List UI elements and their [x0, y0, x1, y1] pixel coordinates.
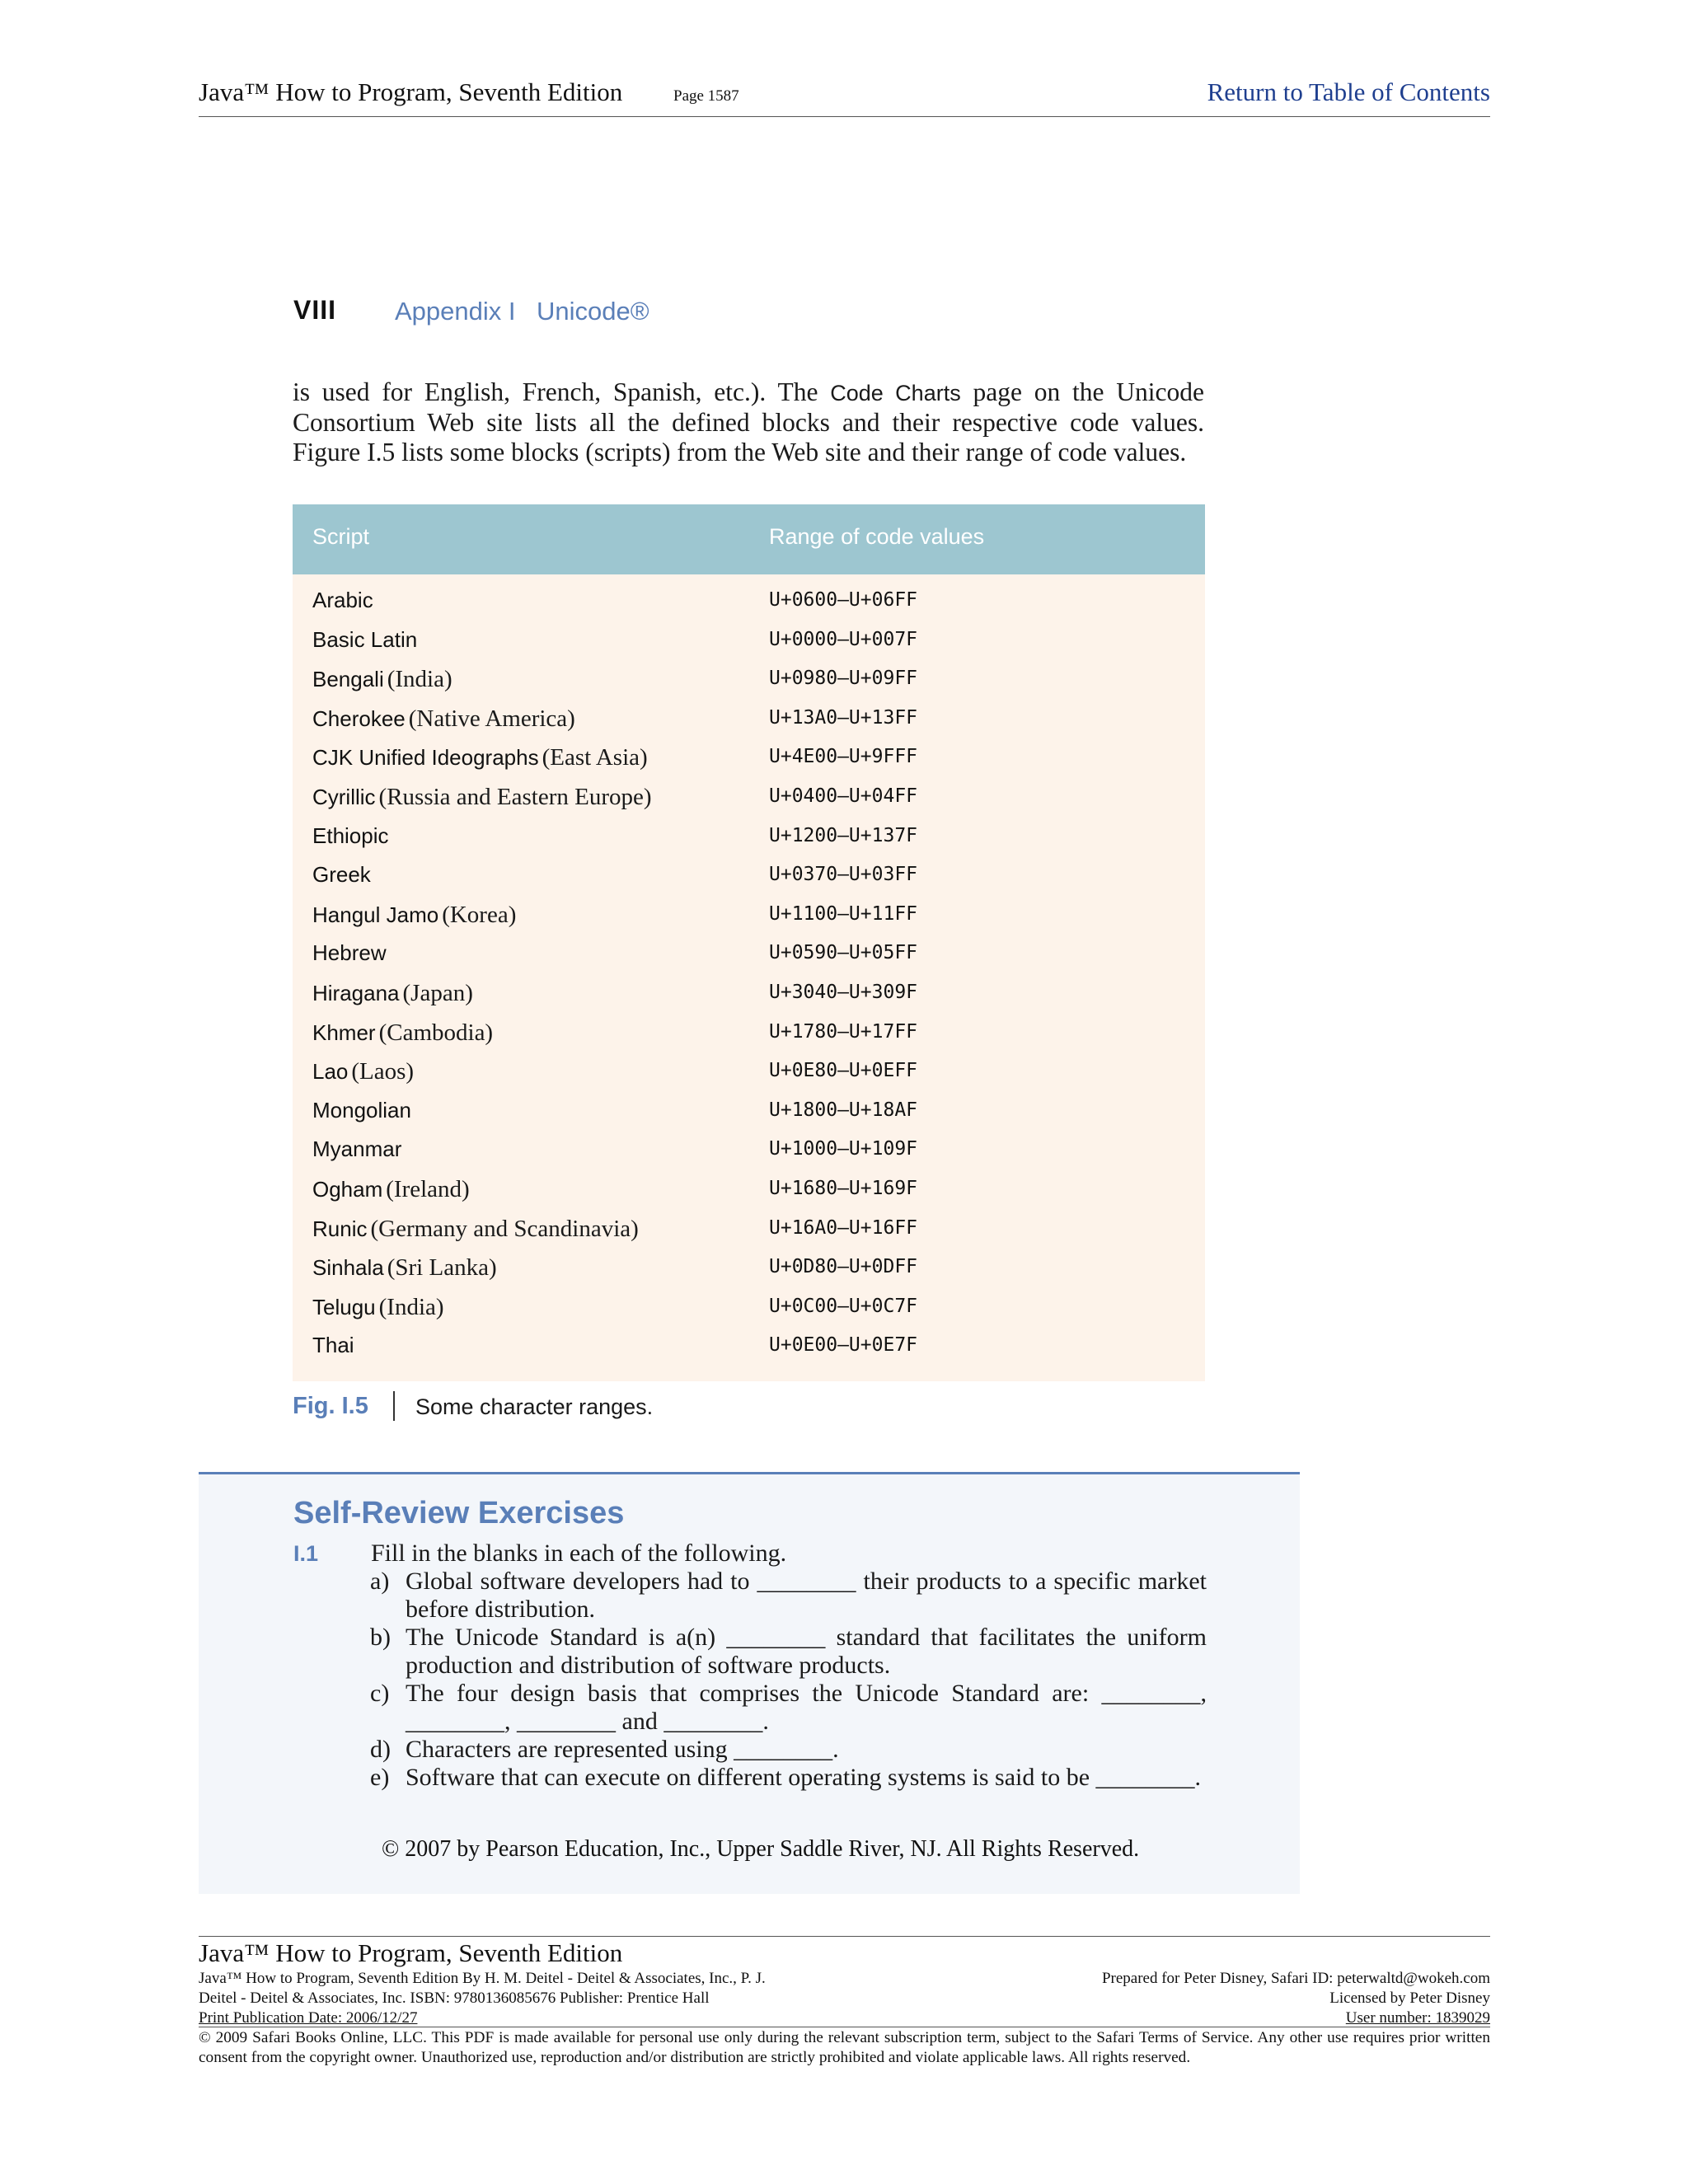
header-book-title: Java™ How to Program, Seventh Edition: [199, 77, 623, 106]
table-row: [293, 935, 1205, 975]
script-name: Ogham: [312, 1176, 383, 1202]
code-range-cell: U+1800–U+18AF: [769, 1099, 918, 1121]
script-cell: [312, 705, 575, 733]
self-review-title: Self-Review Exercises: [293, 1496, 625, 1530]
script-cell: [312, 1333, 354, 1358]
table-row: [293, 739, 1205, 779]
script-name: Hangul Jamo: [312, 902, 439, 927]
code-range-cell: U+0C00–U+0C7F: [769, 1295, 918, 1317]
table-row: [293, 975, 1205, 1015]
script-name: CJK Unified Ideographs: [312, 745, 539, 771]
script-name: Hebrew: [312, 940, 387, 966]
footer-user-number: User number: 1839029: [1345, 2009, 1490, 2027]
script-name: Bengali: [312, 667, 384, 692]
table-row: [293, 1249, 1205, 1289]
script-region: (Laos): [351, 1058, 415, 1085]
table-row: [293, 1053, 1205, 1093]
table-body: [293, 583, 1205, 1367]
header-page-label: Page 1587: [673, 87, 739, 105]
table-row: [293, 701, 1205, 740]
body-paragraph: [293, 377, 1204, 467]
code-range-cell: U+16A0–U+16FF: [769, 1216, 918, 1239]
script-cell: [312, 1098, 411, 1123]
table-row: [293, 622, 1205, 662]
exercise-intro: Fill in the blanks in each of the following.: [371, 1540, 787, 1567]
footer-publication-date: Print Publication Date: 2006/12/27: [199, 2009, 418, 2027]
table-row: [293, 897, 1205, 936]
table-row: [293, 1211, 1205, 1250]
code-range-cell: U+0E00–U+0E7F: [769, 1334, 918, 1357]
exercise-item-text: The Unicode Standard is a(n) ________ standard that facilitates the uniform production and distribution of software products.: [406, 1624, 1207, 1679]
script-cell: [312, 1216, 639, 1243]
script-cell: [312, 1058, 414, 1085]
code-range-cell: U+0590–U+05FF: [769, 942, 918, 964]
code-range-cell: U+0000–U+007F: [769, 628, 918, 650]
running-head-chapter-title: Unicode®: [537, 297, 649, 326]
script-cell: [312, 666, 452, 693]
table-row: [293, 1328, 1205, 1367]
script-cell: [312, 1176, 470, 1203]
script-cell: [312, 1019, 493, 1047]
script-region: (East Asia): [542, 744, 648, 771]
table-header: [293, 504, 1205, 574]
table-row: [293, 583, 1205, 622]
exercise-item-letter: b): [370, 1624, 391, 1651]
script-cell: [312, 784, 652, 811]
exercise-item-text: Characters are represented using ________.: [406, 1736, 839, 1763]
script-cell: [312, 627, 417, 653]
copyright-notice: © 2007 by Pearson Education, Inc., Upper Saddle River, NJ. All Rights Reserved.: [382, 1836, 1140, 1862]
script-region: (India): [387, 666, 452, 693]
script-region: (Japan): [402, 979, 473, 1006]
script-region: (Native America): [408, 705, 575, 732]
caption-separator: [393, 1391, 395, 1421]
code-range-cell: U+3040–U+309F: [769, 981, 918, 1003]
script-name: Runic: [312, 1216, 368, 1241]
script-name: Lao: [312, 1059, 349, 1085]
script-name: Cherokee: [312, 705, 406, 731]
script-cell: [312, 1137, 401, 1162]
exercise-item-letter: a): [370, 1568, 390, 1595]
script-cell: [312, 980, 473, 1007]
script-name: Mongolian: [312, 1097, 411, 1122]
table-row: [293, 818, 1205, 858]
script-cell: [312, 744, 648, 771]
code-range-cell: U+0D80–U+0DFF: [769, 1256, 918, 1278]
code-range-cell: U+1200–U+137F: [769, 824, 918, 846]
column-header-range: Range of code values: [769, 524, 985, 549]
running-head-appendix: Appendix I: [395, 297, 516, 326]
script-name: Basic Latin: [312, 626, 418, 652]
exercise-item-letter: c): [370, 1680, 390, 1707]
script-region: (Sri Lanka): [387, 1254, 497, 1282]
exercise-item-letter: d): [370, 1736, 391, 1763]
code-range-cell: U+1100–U+11FF: [769, 902, 918, 925]
code-range-cell: U+1680–U+169F: [769, 1177, 918, 1199]
table-row: [293, 1093, 1205, 1132]
script-name: Thai: [312, 1333, 354, 1358]
exercise-item-text: The four design basis that comprises the Unicode Standard are: ________, ________, ________ and ________.: [406, 1680, 1207, 1735]
code-range-cell: U+0600–U+06FF: [769, 589, 918, 611]
script-cell: [312, 902, 516, 929]
table-row: [293, 1132, 1205, 1171]
script-cell: [312, 940, 387, 966]
script-cell: [312, 1294, 444, 1321]
figure-caption: Some character ranges.: [415, 1394, 654, 1419]
script-name: Cyrillic: [312, 784, 376, 809]
script-region: (Ireland): [386, 1175, 470, 1202]
column-header-script: Script: [312, 524, 370, 549]
footer-legal-notice: © 2009 Safari Books Online, LLC. This PDF is made available for personal use only during the relevant subscription term, subject to the Safari Terms of Service. Any other use requires prior written consent from the copyright owner. Unauthorized use, reproduction and/or distribution are strictly prohibited and violate applicable laws. All rights reserved.: [199, 2029, 1490, 2066]
code-range-cell: U+1780–U+17FF: [769, 1020, 918, 1043]
toc-link[interactable]: Return to Table of Contents: [1207, 77, 1490, 106]
footer-book-title: Java™ How to Program, Seventh Edition: [199, 1938, 623, 1967]
footer-divider-top: [199, 1936, 1490, 1937]
table-row: [293, 661, 1205, 701]
code-range-cell: U+13A0–U+13FF: [769, 706, 918, 729]
script-name: Sinhala: [312, 1255, 384, 1281]
footer-book-info-line: Java™ How to Program, Seventh Edition By H. M. Deitel - Deitel & Associates, Inc., P. J.: [199, 1970, 766, 1987]
paragraph-inline-term: Code Charts: [830, 381, 961, 405]
script-region: (Russia and Eastern Europe): [378, 783, 652, 810]
script-name: Telugu: [312, 1294, 376, 1319]
script-cell: [312, 823, 389, 849]
script-cell: [312, 862, 371, 888]
script-name: Myanmar: [312, 1137, 402, 1162]
code-range-cell: U+0E80–U+0EFF: [769, 1060, 918, 1082]
exercise-item-text: Global software developers had to ________ their products to a specific market before distribution.: [406, 1568, 1207, 1623]
table-row: [293, 1171, 1205, 1211]
script-name: Ethiopic: [312, 823, 389, 848]
script-name: Hiragana: [312, 980, 400, 1005]
paragraph-text-2: page on the Unicode Consortium Web site lists all the defined blocks and their respective code values. Figure I.5 lists some blocks (scripts) from the Web site and their range of code values.: [293, 377, 1204, 466]
code-range-cell: U+0980–U+09FF: [769, 668, 918, 690]
code-range-cell: U+4E00–U+9FFF: [769, 746, 918, 768]
script-name: Arabic: [312, 588, 373, 612]
script-cell: [312, 588, 373, 613]
script-region: (Korea): [442, 901, 517, 928]
table-row: [293, 779, 1205, 818]
running-head-page-number: VIII: [293, 295, 337, 325]
footer-prepared-for: Prepared for Peter Disney, Safari ID: peterwaltd@wokeh.com: [1101, 1970, 1490, 1987]
table-row: [293, 1289, 1205, 1329]
character-ranges-table: [293, 504, 1205, 1381]
script-region: (Cambodia): [378, 1019, 494, 1046]
code-range-cell: U+1000–U+109F: [769, 1138, 918, 1160]
table-row: [293, 1015, 1205, 1054]
paragraph-text-1: is used for English, French, Spanish, etc.). The: [293, 377, 831, 406]
script-region: (India): [378, 1293, 444, 1320]
script-name: Khmer: [312, 1019, 376, 1045]
header-divider: [199, 116, 1490, 117]
exercise-item-text: Software that can execute on different operating systems is said to be ________.: [406, 1764, 1202, 1791]
exercise-item-letter: e): [370, 1764, 390, 1791]
script-name: Greek: [312, 862, 371, 888]
footer-book-info-line: Deitel - Deitel & Associates, Inc. ISBN: 9780136085676 Publisher: Prentice Hall: [199, 1990, 710, 2007]
footer-licensed-by: Licensed by Peter Disney: [1329, 1990, 1490, 2007]
code-range-cell: U+0370–U+03FF: [769, 864, 918, 886]
script-cell: [312, 1254, 497, 1282]
exercise-number: I.1: [293, 1541, 319, 1566]
script-region: (Germany and Scandinavia): [370, 1215, 639, 1242]
figure-number: Fig. I.5: [293, 1393, 368, 1419]
code-range-cell: U+0400–U+04FF: [769, 785, 918, 807]
table-row: [293, 857, 1205, 897]
